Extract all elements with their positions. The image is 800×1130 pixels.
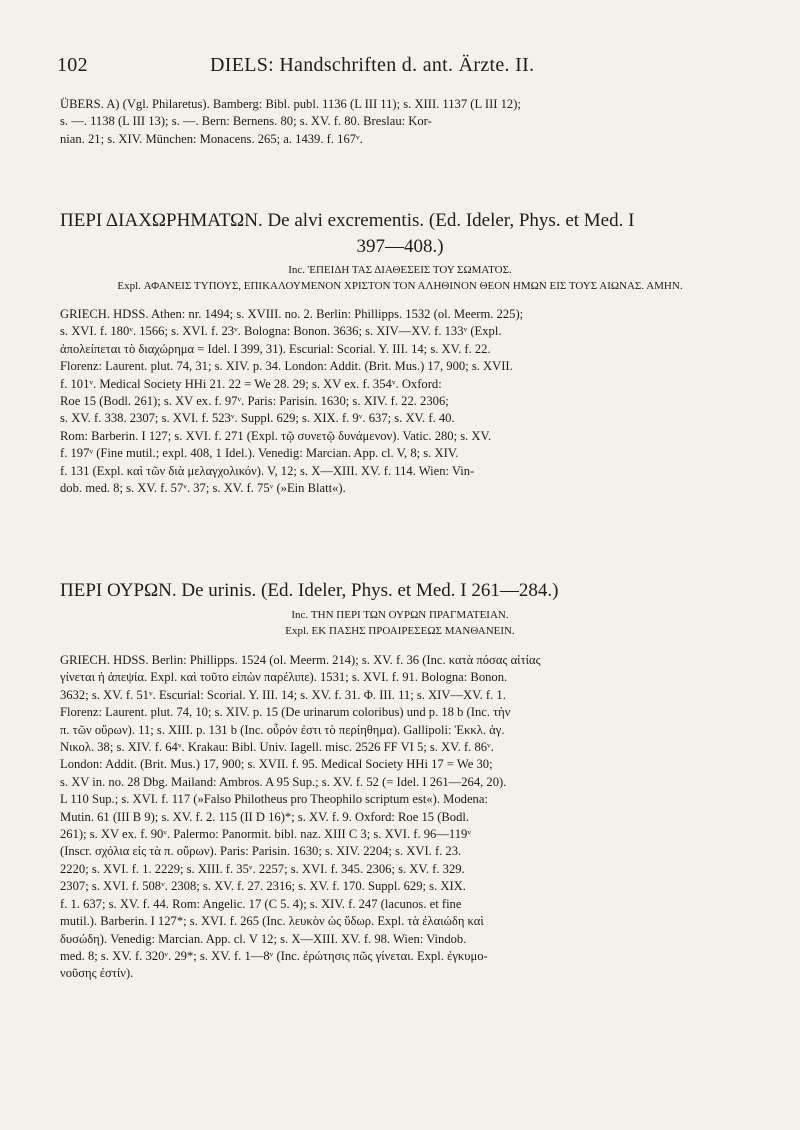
text-line: mutil.). Barberin. I 127*; s. XVI. f. 265 (Inc. λευκὸν ὡς ὕδωρ. Expl. τὰ ἐλαιώδη καὶ xyxy=(60,914,484,929)
text-line: π. τῶν οὔρων). 11; s. XIII. p. 131 b (Inc. οὖρόν ἐστι τὸ περίηθημα). Gallipoli: Ἑκκλ. ἁγ. xyxy=(60,722,505,737)
text-line: f. 131 (Expl. καὶ τῶν διὰ μελαγχολικόν). V, 12; s. X—XIII. XV. f. 114. Wien: Vin- xyxy=(60,463,475,478)
text-line: Florenz: Laurent. plut. 74, 10; s. XIV. p. 15 (De urinarum coloribus) und p. 18 b (Inc. τὴν xyxy=(60,705,511,720)
text-line: (Inscr. σχόλια εἰς τὰ π. οὔρων). Paris: Parisin. 1630; s. XIV. 2204; s. XVI. f. 23. xyxy=(60,844,462,859)
text-line: δυσώδη). Venedig: Marcian. App. cl. V 12; s. X—XIII. XV. f. 98. Wien: Vindob. xyxy=(60,931,467,946)
translations-paragraph xyxy=(60,96,740,148)
running-title: DIELS: Handschriften d. ant. Ärzte. II. xyxy=(210,54,535,76)
title-line: 397—408.) xyxy=(356,236,444,257)
text-line: ἀπολείπεται τὸ διαχώρημα = Idel. I 399, 31). Escurial: Scorial. Y. III. 14; s. XV. f. 22. xyxy=(60,341,491,356)
text-line: s. XV in. no. 28 Dbg. Mailand: Ambros. A 95 Sup.; s. XV. f. 52 (= Idel. I 261—264, 20). xyxy=(60,774,507,789)
section-title-urinis xyxy=(60,578,740,604)
text-line: Florenz: Laurent. plut. 74, 31; s. XIV. p. 34. London: Addit. (Brit. Mus.) 17, 900; s. XVII. xyxy=(60,359,513,374)
text-line: 261); s. XV ex. f. 90ᵛ. Palermo: Panormit. bibl. naz. XIII C 3; s. XVI. f. 96—119ᵛ xyxy=(60,827,472,842)
text-line: Roe 15 (Bodl. 261); s. XV ex. f. 97ᵛ. Paris: Parisin. 1630; s. XIV. f. 22. 2306; xyxy=(60,394,449,409)
title-line: ΠΕΡΙ ΟΥΡΩΝ. De urinis. (Ed. Ideler, Phys. et Med. I 261—284.) xyxy=(60,580,559,601)
text-line: GRIECH. HDSS. Athen: nr. 1494; s. XVIII. no. 2. Berlin: Phillipps. 1532 (ol. Meerm. 225); xyxy=(60,307,524,321)
incipit-explicit-alvi xyxy=(0,262,800,294)
manuscripts-paragraph-urinis xyxy=(60,652,740,983)
text-line: London: Addit. (Brit. Mus.) 17, 900; s. XVII. f. 95. Medical Society HHi 17 = We 30; xyxy=(60,757,493,772)
text-line: γίνεται ἡ ἀπεψία. Expl. καὶ τοῦτο εἰπὼν παρέλιπε). 1531; s. XVI. f. 91. Bologna: Bonon. xyxy=(60,670,508,685)
text-line: 2307; s. XVI. f. 508ᵛ. 2308; s. XV. f. 27. 2316; s. XV. f. 170. Suppl. 629; s. XIX. xyxy=(60,879,466,894)
incipit: Inc. ἘΠΕΙΔΗ ΤΑΣ ΔΙΑΘΕΣΕΙΣ ΤΟΥ ΣΩΜΑΤΟΣ. xyxy=(288,264,512,276)
manuscripts-paragraph-alvi xyxy=(60,306,740,497)
explicit: Expl. ΑΦΑΝΕΙΣ ΤΥΠΟΥΣ, ΕΠΙΚΑΛΟΥΜΕΝΟΝ ΧΡΙΣΤΟΝ ΤΟΝ ΑΛΗΘΙΝΟΝ ΘΕΟΝ ΗΜΩΝ ΕΙΣ ΤΟΥΣ ΑΙΩΝΑΣ. ΑΜΗΝ. xyxy=(117,280,683,292)
text-line: Rom: Barberin. I 127; s. XVI. f. 271 (Expl. τῷ συνετῷ δυνάμενον). Vatic. 280; s. XV. xyxy=(60,428,492,443)
text-line: med. 8; s. XV. f. 320ᵛ. 29*; s. XV. f. 1—8ᵛ (Inc. ἐρώτησις πῶς γίνεται. Expl. ἐγκυμο- xyxy=(60,948,488,963)
text-line: f. 1. 637; s. XV. f. 44. Rom: Angelic. 17 (C 5. 4); s. XIV. f. 247 (lacunos. et fine xyxy=(60,896,462,911)
text-line: Νικολ. 38; s. XIV. f. 64ᵛ. Krakau: Bibl. Univ. Iagell. misc. 2526 FF VI 5; s. XV. f. 86ᵛ. xyxy=(60,740,494,755)
text-line: Mutin. 61 (III B 9); s. XV. f. 2. 115 (II D 16)*; s. XV. f. 9. Oxford: Roe 15 (Bodl. xyxy=(60,809,470,824)
section-title-alvi xyxy=(60,208,740,260)
text-line: dob. med. 8; s. XV. f. 57ᵛ. 37; s. XV. f. 75ᵛ (»Ein Blatt«). xyxy=(60,481,346,496)
explicit: Expl. ΕΚ ΠΑΣΗΣ ΠΡΟΑΙΡΕΣΕΩΣ ΜΑΝΘΑΝΕΙΝ. xyxy=(285,625,515,637)
text-line: s. —. 1138 (L III 13); s. —. Bern: Bernens. 80; s. XV. f. 80. Breslau: Kor- xyxy=(60,114,432,129)
incipit: Inc. ΤΗΝ ΠΕΡΙ ΤΩΝ ΟΥΡΩΝ ΠΡΑΓΜΑΤΕΙΑΝ. xyxy=(291,609,509,621)
title-line: ΠΕΡΙ ΔΙΑΧΩΡΗΜΑΤΩΝ. De alvi excrementis. (Ed. Ideler, Phys. et Med. I xyxy=(60,210,635,231)
text-line: GRIECH. HDSS. Berlin: Phillipps. 1524 (ol. Meerm. 214); s. XV. f. 36 (Inc. κατὰ πόσας αἰτίας xyxy=(60,653,541,667)
text-line: νοῦσης ἐστίν). xyxy=(60,966,134,981)
text-line: 2220; s. XVI. f. 1. 2229; s. XIII. f. 35ᵛ. 2257; s. XVI. f. 345. 2306; s. XV. f. 329. xyxy=(60,861,465,876)
text-line: ÜBERS. A) (Vgl. Philaretus). Bamberg: Bibl. publ. 1136 (L III 11); s. XIII. 1137 (L III 12); xyxy=(60,97,521,111)
text-line: s. XVI. f. 180ᵛ. 1566; s. XVI. f. 23ᵛ. Bologna: Bonon. 3636; s. XIV—XV. f. 133ᵛ (Expl. xyxy=(60,324,502,339)
text-line: s. XV. f. 338. 2307; s. XVI. f. 523ᵛ. Suppl. 629; s. XIX. f. 9ᵛ. 637; s. XV. f. 40. xyxy=(60,411,455,426)
page-header xyxy=(57,54,740,84)
text-line: f. 101ᵛ. Medical Society HHi 21. 22 = We 28. 29; s. XV ex. f. 354ᵛ. Oxford: xyxy=(60,376,442,391)
text-line: 3632; s. XV. f. 51ᵛ. Escurial: Scorial. Y. III. 14; s. XV. f. 31. Φ. III. 11; s. XIV—XV. f. 1. xyxy=(60,687,506,702)
text-line: nian. 21; s. XIV. München: Monacens. 265; a. 1439. f. 167ᵛ. xyxy=(60,131,363,146)
page-number: 102 xyxy=(57,54,88,76)
text-line: L 110 Sup.; s. XVI. f. 117 (»Falso Philotheus pro Theophilo scriptum est«). Modena: xyxy=(60,792,488,807)
incipit-explicit-urinis xyxy=(0,607,800,639)
text-line: f. 197ᵛ (Fine mutil.; expl. 408, 1 Idel.). Venedig: Marcian. App. cl. V, 8; s. XIV. xyxy=(60,446,459,461)
